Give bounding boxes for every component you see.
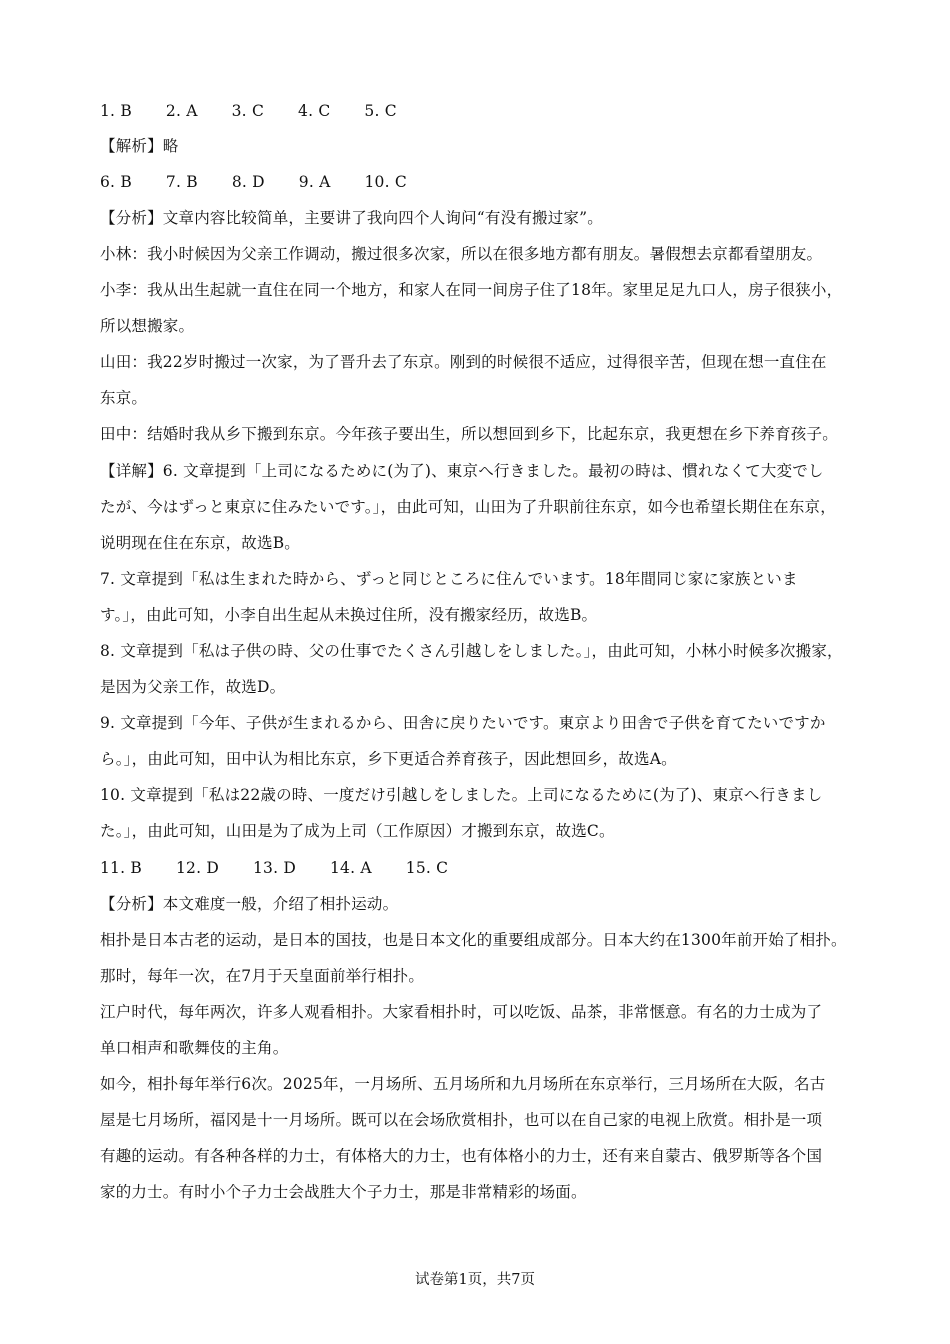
text-line: 小林：我小时候因为父亲工作调动，搬过很多次家，所以在很多地方都有朋友。暑假想去京都看望朋友。 xyxy=(100,245,823,263)
answer-row-2 xyxy=(100,171,870,193)
text-line: 有趣的运动。有各种各样的力士，有体格大的力士，也有体格小的力士，还有来自蒙古、俄罗斯等各个国 xyxy=(100,1147,823,1165)
answer-item: 6. B xyxy=(100,173,132,191)
text-line: 家的力士。有时小个子力士会战胜大个子力士，那是非常精彩的场面。 xyxy=(100,1183,587,1201)
answer-item: 15. C xyxy=(405,859,449,877)
answer-item: 12. D xyxy=(175,859,219,877)
analysis-note: 【解析】略 xyxy=(100,137,179,155)
text-line: 如今，相扑每年举行6次。2025年，一月场所、五月场所和九月场所在东京举行，三月场所在大阪，名古 xyxy=(100,1075,826,1093)
text-line: 【分析】本文难度一般，介绍了相扑运动。 xyxy=(100,895,399,913)
answer-item: 10. C xyxy=(364,173,407,191)
text-line: 屋是七月场所，福冈是十一月场所。既可以在会场欣赏相扑，也可以在自己家的电视上欣赏。相扑是一项 xyxy=(100,1111,823,1129)
text-line: 说明现在住在东京，故选B。 xyxy=(100,534,300,552)
text-line: 田中：结婚时我从乡下搬到东京。今年孩子要出生，所以想回到乡下，比起东京，我更想在乡下养育孩子。 xyxy=(100,425,838,443)
answer-item: 4. C xyxy=(298,102,331,120)
text-line: 8. 文章提到「私は子供の時、父の仕事でたくさん引越しをしました。」，由此可知，小林小时候多次搬家， xyxy=(100,642,843,660)
text-line: 9. 文章提到「今年、子供が生まれるから、田舎に戻りたいです。東京より田舎で子供を育てたいですか xyxy=(100,714,826,732)
answer-item: 1. B xyxy=(100,102,132,120)
answer-item: 9. A xyxy=(298,173,331,191)
text-line: 东京。 xyxy=(100,389,148,407)
answer-item: 11. B xyxy=(100,859,142,877)
answer-row-1 xyxy=(100,100,870,122)
text-line: 【详解】6. 文章提到「上司になるために(为了)、東京へ行きました。最初の時は、慣れなくて大変でし xyxy=(100,462,824,480)
page-footer: 试卷第1页，共7页 xyxy=(415,1272,535,1288)
text-line: 那时，每年一次，在7月于天皇面前举行相扑。 xyxy=(100,967,425,985)
answer-item: 13. D xyxy=(252,859,296,877)
text-line: 7. 文章提到「私は生まれた時から、ずっと同じところに住んでいます。18年間同じ家に家族といま xyxy=(100,570,798,588)
analysis-intro: 【分析】文章内容比较简单，主要讲了我向四个人询问“有没有搬过家”。 xyxy=(100,209,603,227)
text-line: 是因为父亲工作，故选D。 xyxy=(100,678,286,696)
answer-item: 7. B xyxy=(165,173,198,191)
text-line: 相扑是日本古老的运动，是日本的国技，也是日本文化的重要组成部分。日本大约在1300年前开始了相扑。 xyxy=(100,931,847,949)
answer-item: 8. D xyxy=(231,173,265,191)
text-line: 小李：我从出生起就一直住在同一个地方，和家人在同一间房子住了18年。家里足足九口人，房子很狭小， xyxy=(100,281,843,299)
text-line: 10. 文章提到「私は22歳の時、一度だけ引越しをしました。上司になるために(为了)、東京へ行きまし xyxy=(100,786,823,804)
text-line: 所以想搬家。 xyxy=(100,317,195,335)
text-line: 江户时代，每年两次，许多人观看相扑。大家看相扑时，可以吃饭、品茶，非常惬意。有名的力士成为了 xyxy=(100,1003,823,1021)
answer-row-3 xyxy=(100,857,870,879)
answer-item: 3. C xyxy=(231,102,265,120)
text-line: す。」，由此可知，小李自出生起从未换过住所，没有搬家经历，故选B。 xyxy=(100,606,598,624)
text-line: た。」，由此可知，山田是为了成为上司（工作原因）才搬到东京，故选C。 xyxy=(100,822,615,840)
text-line: たが、今はずっと東京に住みたいです。」，由此可知，山田为了升职前往东京，如今也希望长期住在东京， xyxy=(100,498,836,516)
text-line: ら。」，由此可知，田中认为相比东京，乡下更适合养育孩子，因此想回乡，故选A。 xyxy=(100,750,677,768)
answer-item: 5. C xyxy=(364,102,397,120)
answer-item: 2. A xyxy=(165,102,198,120)
text-line: 单口相声和歌舞伎的主角。 xyxy=(100,1039,289,1057)
text-line: 山田：我22岁时搬过一次家，为了晋升去了东京。刚到的时候很不适应，过得很辛苦，但现在想一直住在 xyxy=(100,353,827,371)
answer-item: 14. A xyxy=(330,859,372,877)
